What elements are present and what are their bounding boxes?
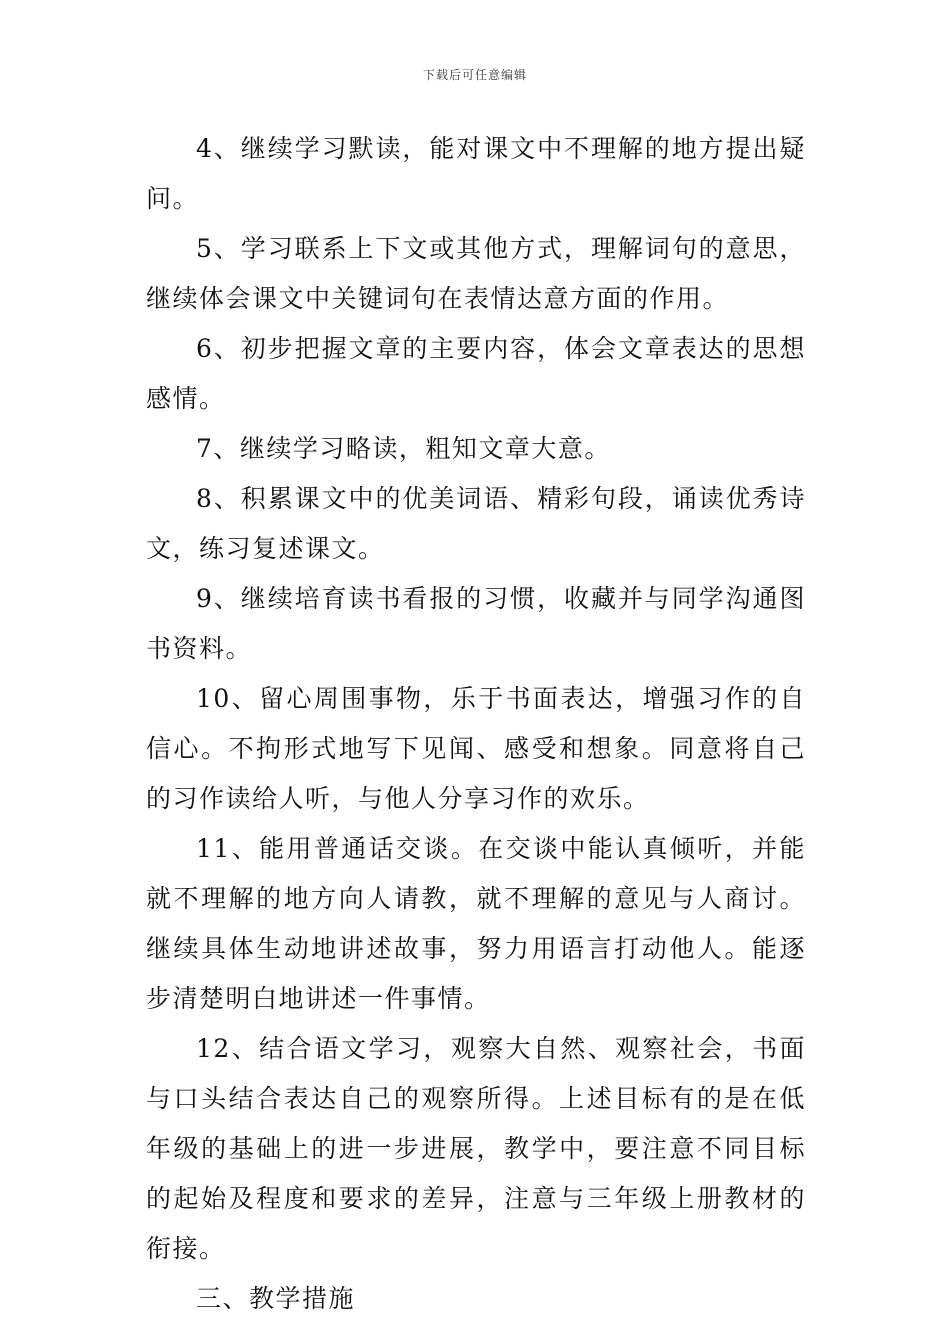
paragraph-goal-5: 5、学习联系上下文或其他方式，理解词句的意思，继续体会课文中关键词句在表情达意方面的作用。	[146, 234, 806, 313]
paragraph-goal-8: 8、积累课文中的优美词语、精彩句段，诵读优秀诗文，练习复述课文。	[146, 484, 806, 563]
page-header: 下载后可任意编辑	[422, 68, 527, 82]
document-body	[146, 124, 806, 1324]
paragraph-goal-10: 10、留心周围事物，乐于书面表达，增强习作的自信心。不拘形式地写下见闻、感受和想象。同意将自己的习作读给人听，与他人分享习作的欢乐。	[146, 684, 806, 813]
paragraph-goal-12: 12、结合语文学习，观察大自然、观察社会，书面与口头结合表达自己的观察所得。上述目标有的是在低年级的基础上的进一步进展，教学中，要注意不同目标的起始及程度和要求的差异，注意与三年级上册教材的衔接。	[146, 1034, 806, 1263]
paragraph-goal-9: 9、继续培育读书看报的习惯，收藏并与同学沟通图书资料。	[146, 584, 806, 663]
paragraph-goal-4: 4、继续学习默读，能对课文中不理解的地方提出疑问。	[146, 134, 806, 213]
paragraph-goal-6: 6、初步把握文章的主要内容，体会文章表达的思想感情。	[146, 334, 806, 413]
paragraph-goal-11: 11、能用普通话交谈。在交谈中能认真倾听，并能就不理解的地方向人请教，就不理解的意见与人商讨。继续具体生动地讲述故事，努力用语言打动他人。能逐步清楚明白地讲述一件事情。	[146, 834, 806, 1013]
section-heading-teaching-measures: 三、教学措施	[196, 1284, 356, 1313]
paragraph-goal-7: 7、继续学习略读，粗知文章大意。	[196, 434, 611, 463]
